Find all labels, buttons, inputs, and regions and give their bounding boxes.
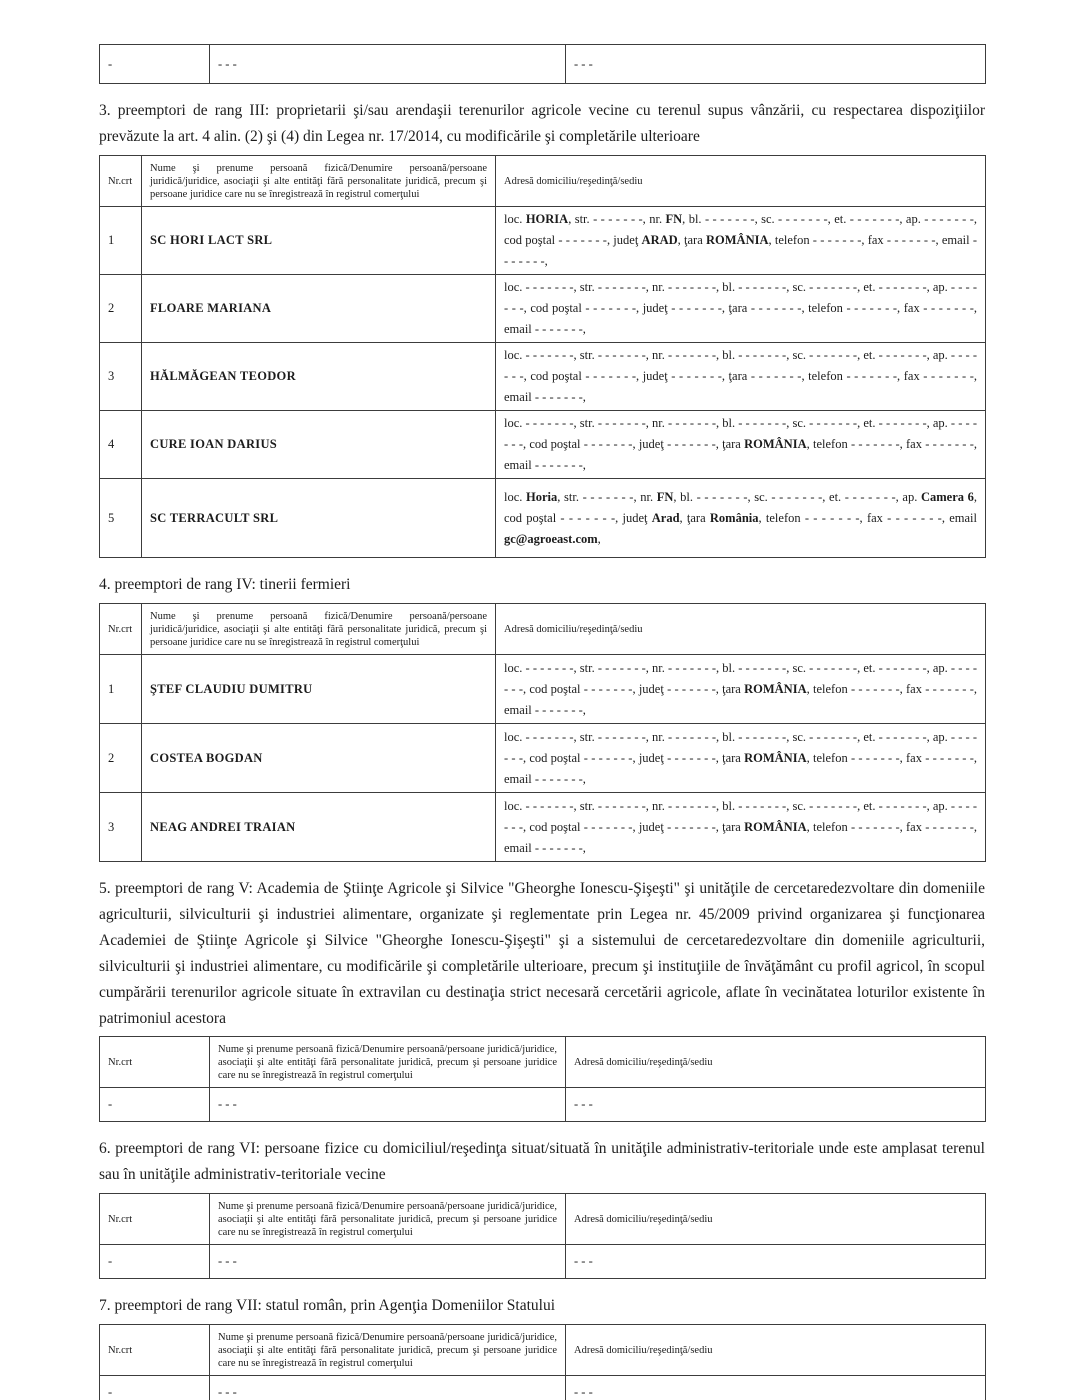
continuation-table: [99, 44, 986, 84]
column-header-nr: Nr.crt: [100, 156, 142, 207]
column-header-nr: Nr.crt: [100, 1325, 210, 1376]
address-cell: - - -: [566, 1088, 986, 1122]
row-number-cell: 1: [100, 207, 142, 275]
column-header-name: Nume şi prenume persoană fizică/Denumire persoană/persoane juridică/juridice, asociaţii şi alte entităţi fără personalitate juridică, precum şi persoane juridice care nu se înregistrează în registrul comerţului: [142, 156, 496, 207]
rank4-table: [99, 603, 986, 862]
column-header-address: Adresă domiciliu/reşedinţă/sediu: [496, 604, 986, 655]
name-cell: - - -: [210, 1376, 566, 1400]
row-number-cell: -: [100, 1376, 210, 1400]
column-header-address: Adresă domiciliu/reşedinţă/sediu: [566, 1325, 986, 1376]
preemptor-name-cell: HĂLMĂGEAN TEODOR: [142, 343, 496, 411]
preemptor-address-cell: loc. - - - - - - -, str. - - - - - - -, nr. - - - - - - -, bl. - - - - - - -, sc. - - - - - - -, et. - - - - - - -, ap. - - - - - - -, cod poştal - - - - - - -, judeţ - - - - - - -, ţara ROMÂNIA, telefon - - - - - - -, fax - - - - - - -, email - - - - - - -,: [496, 655, 986, 724]
address-cell: - - -: [566, 1245, 986, 1279]
table-row: [100, 1245, 986, 1279]
column-header-name: Nume şi prenume persoană fizică/Denumire persoană/persoane juridică/juridice, asociaţii şi alte entităţi fără personalitate juridică, precum şi persoane juridice care nu se înregistrează în registrul comerţului: [210, 1325, 566, 1376]
name-cell: - - -: [210, 1088, 566, 1122]
rank7-heading: 7. preemptori de rang VII: statul român, prin Agenţia Domeniilor Statului: [99, 1297, 556, 1314]
preemptor-address-cell: loc. - - - - - - -, str. - - - - - - -, nr. - - - - - - -, bl. - - - - - - -, sc. - - - - - - -, et. - - - - - - -, ap. - - - - - - -, cod poştal - - - - - - -, judeţ - - - - - - -, ţara ROMÂNIA, telefon - - - - - - -, fax - - - - - - -, email - - - - - - -,: [496, 411, 986, 479]
table-header-row: [100, 604, 986, 655]
column-header-address: Adresă domiciliu/reşedinţă/sediu: [566, 1194, 986, 1245]
table-header-row: [100, 1194, 986, 1245]
rank6-table: [99, 1193, 986, 1279]
row-number-cell: -: [100, 1088, 210, 1122]
preemptor-name-cell: FLOARE MARIANA: [142, 275, 496, 343]
name-cell: - - -: [210, 1245, 566, 1279]
preemptor-address-cell: loc. Horia, str. - - - - - - -, nr. FN, bl. - - - - - - -, sc. - - - - - - -, et. - - - - - - -, ap. Camera 6, cod poştal - - - - - - -, judeţ Arad, ţara România, telefon - - - - - - -, fax - - - - - - -, email gc@agroeast.com,: [496, 479, 986, 558]
row-number-cell: 5: [100, 479, 142, 558]
table-row: [100, 343, 986, 411]
row-number-cell: 3: [100, 343, 142, 411]
row-number-cell: -: [100, 1245, 210, 1279]
row-number-cell: 2: [100, 724, 142, 793]
row-number-cell: 1: [100, 655, 142, 724]
table-row: [100, 45, 986, 84]
rank6-heading: 6. preemptori de rang VI: persoane fizice cu domiciliul/reşedinţa situat/situată în unităţile administrativ-teritoriale unde este amplasat terenul sau în unităţile administrativ-teritoriale vecine: [99, 1140, 985, 1183]
column-header-nr: Nr.crt: [100, 1037, 210, 1088]
rank7-table: [99, 1324, 986, 1400]
rank5-table: [99, 1036, 986, 1122]
preemptor-name-cell: ŞTEF CLAUDIU DUMITRU: [142, 655, 496, 724]
table-row: [100, 655, 986, 724]
preemptor-name-cell: COSTEA BOGDAN: [142, 724, 496, 793]
row-number-cell: 4: [100, 411, 142, 479]
row-number-cell: 2: [100, 275, 142, 343]
preemptor-address-cell: loc. - - - - - - -, str. - - - - - - -, nr. - - - - - - -, bl. - - - - - - -, sc. - - - - - - -, et. - - - - - - -, ap. - - - - - - -, cod poştal - - - - - - -, judeţ - - - - - - -, ţara - - - - - - -, telefon - - - - - - -, fax - - - - - - -, email - - - - - - -,: [496, 275, 986, 343]
table-row: [100, 1376, 986, 1400]
column-header-name: Nume şi prenume persoană fizică/Denumire persoană/persoane juridică/juridice, asociaţii şi alte entităţi fără personalitate juridică, precum şi persoane juridice care nu se înregistrează în registrul comerţului: [210, 1194, 566, 1245]
row-number-cell: -: [100, 45, 210, 84]
preemptor-address-cell: loc. - - - - - - -, str. - - - - - - -, nr. - - - - - - -, bl. - - - - - - -, sc. - - - - - - -, et. - - - - - - -, ap. - - - - - - -, cod poştal - - - - - - -, judeţ - - - - - - -, ţara - - - - - - -, telefon - - - - - - -, fax - - - - - - -, email - - - - - - -,: [496, 343, 986, 411]
preemptor-address-cell: loc. - - - - - - -, str. - - - - - - -, nr. - - - - - - -, bl. - - - - - - -, sc. - - - - - - -, et. - - - - - - -, ap. - - - - - - -, cod poştal - - - - - - -, judeţ - - - - - - -, ţara ROMÂNIA, telefon - - - - - - -, fax - - - - - - -, email - - - - - - -,: [496, 793, 986, 862]
preemptor-name-cell: SC HORI LACT SRL: [142, 207, 496, 275]
rank3-table: [99, 155, 986, 558]
table-row: [100, 207, 986, 275]
column-header-nr: Nr.crt: [100, 604, 142, 655]
table-header-row: [100, 156, 986, 207]
table-row: [100, 1088, 986, 1122]
address-cell: - - -: [566, 45, 986, 84]
preemptor-name-cell: SC TERRACULT SRL: [142, 479, 496, 558]
table-row: [100, 724, 986, 793]
preemptor-address-cell: loc. - - - - - - -, str. - - - - - - -, nr. - - - - - - -, bl. - - - - - - -, sc. - - - - - - -, et. - - - - - - -, ap. - - - - - - -, cod poştal - - - - - - -, judeţ - - - - - - -, ţara ROMÂNIA, telefon - - - - - - -, fax - - - - - - -, email - - - - - - -,: [496, 724, 986, 793]
row-number-cell: 3: [100, 793, 142, 862]
table-row: [100, 479, 986, 558]
table-row: [100, 411, 986, 479]
table-row: [100, 793, 986, 862]
rank3-heading: 3. preemptori de rang III: proprietarii şi/sau arendaşii terenurilor agricole vecine cu terenul supus vânzării, cu respectarea dispoziţiilor prevăzute la art. 4 alin. (2) şi (4) din Legea nr. 17/2014, cu modificările şi completările ulterioare: [99, 102, 985, 145]
table-header-row: [100, 1037, 986, 1088]
document-page: [99, 0, 985, 1400]
column-header-name: Nume şi prenume persoană fizică/Denumire persoană/persoane juridică/juridice, asociaţii şi alte entităţi fără personalitate juridică, precum şi persoane juridice care nu se înregistrează în registrul comerţului: [210, 1037, 566, 1088]
table-row: [100, 275, 986, 343]
column-header-address: Adresă domiciliu/reşedinţă/sediu: [496, 156, 986, 207]
name-cell: - - -: [210, 45, 566, 84]
preemptor-name-cell: CURE IOAN DARIUS: [142, 411, 496, 479]
column-header-address: Adresă domiciliu/reşedinţă/sediu: [566, 1037, 986, 1088]
preemptor-address-cell: loc. HORIA, str. - - - - - - -, nr. FN, bl. - - - - - - -, sc. - - - - - - -, et. - - - - - - -, ap. - - - - - - -, cod poştal - - - - - - -, judeţ ARAD, ţara ROMÂNIA, telefon - - - - - - -, fax - - - - - - -, email - - - - - - -,: [496, 207, 986, 275]
rank4-heading: 4. preemptori de rang IV: tinerii fermieri: [99, 576, 351, 593]
table-header-row: [100, 1325, 986, 1376]
rank5-heading: 5. preemptori de rang V: Academia de Ştiinţe Agricole şi Silvice "Gheorghe Ionescu-Şişeşti" şi unităţile de cercetaredezvoltare din domeniile agriculturii, silviculturii şi industriei alimentare, organizate şi reglementate prin Legea nr. 45/2009 privind organizarea şi funcţionarea Academiei de Ştiinţe Agricole şi Silvice "Gheorghe Ionescu-Şişeşti" şi a sistemului de cercetaredezvoltare din domeniile agriculturii, silviculturii şi industriei alimentare, cu modificările şi completările ulterioare, precum şi instituţiile de învăţământ cu profil agricol, în scopul cumpărării terenurilor agricole situate în extravilan cu destinaţia strict necesară cercetării agricole, aflate în vecinătatea loturilor existente în patrimoniul acestora: [99, 880, 985, 1027]
column-header-nr: Nr.crt: [100, 1194, 210, 1245]
preemptor-name-cell: NEAG ANDREI TRAIAN: [142, 793, 496, 862]
address-cell: - - -: [566, 1376, 986, 1400]
column-header-name: Nume şi prenume persoană fizică/Denumire persoană/persoane juridică/juridice, asociaţii şi alte entităţi fără personalitate juridică, precum şi persoane juridice care nu se înregistrează în registrul comerţului: [142, 604, 496, 655]
